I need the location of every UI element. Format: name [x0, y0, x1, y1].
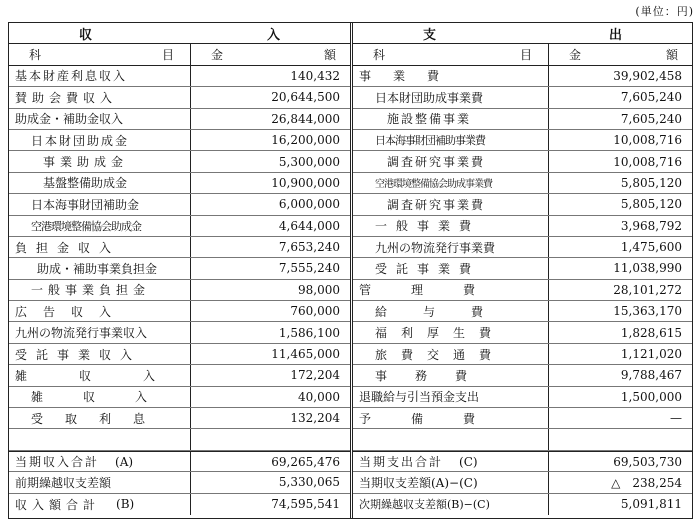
table-row: [353, 173, 692, 194]
table-row: [353, 151, 692, 172]
income-col-amount-a: 金: [211, 48, 224, 63]
row-amount: 11,465,000: [271, 347, 340, 362]
row-amount: 1,121,020: [620, 347, 682, 362]
row-amount: 26,844,000: [271, 111, 340, 126]
row-amount: 39,902,458: [613, 68, 682, 83]
table-row: [9, 87, 350, 108]
table-row: [9, 173, 350, 194]
row-label: 退職給与引当預金支出: [359, 390, 480, 405]
table-row: [9, 387, 350, 408]
row-amount: 132,204: [290, 411, 340, 426]
total-row: [9, 494, 350, 515]
row-label: 受取利息: [31, 411, 168, 426]
row-label: 受託事業収入: [15, 347, 142, 362]
row-amount: 140,432: [290, 68, 340, 83]
row-amount: 98,000: [298, 282, 340, 297]
table-row: [9, 130, 350, 151]
table-row: [9, 237, 350, 258]
table-row: [9, 66, 350, 87]
row-suffix: (A): [115, 454, 134, 469]
expense-col-item-a: 科: [373, 48, 386, 63]
row-amount: 40,000: [298, 389, 340, 404]
expense-section: [353, 23, 692, 518]
table-row: [353, 322, 692, 343]
row-label: 九州の物流発行事業費: [375, 240, 496, 255]
expense-col-amount-b: 額: [665, 48, 678, 63]
row-label: 空港環境整備協会助成金: [31, 219, 141, 233]
table-row: [9, 151, 350, 172]
row-label: 当期収入合計: [15, 455, 100, 469]
row-amount: —: [670, 411, 682, 426]
row-amount: 74,595,541: [271, 497, 340, 512]
row-label: 予備費: [359, 411, 516, 426]
row-label: 事務費: [375, 368, 496, 383]
row-amount: 69,265,476: [271, 454, 340, 469]
table-row: [9, 109, 350, 130]
row-amount: 4,644,000: [278, 218, 340, 233]
row-label: 事業助成金: [43, 155, 129, 170]
row-amount: 6,000,000: [278, 197, 340, 212]
total-row: [353, 451, 692, 472]
row-amount: 172,204: [290, 368, 340, 383]
row-label: 九州の物流発行事業収入: [15, 326, 148, 341]
budget-table: [8, 22, 693, 519]
table-row: [9, 301, 350, 322]
row-amount: 5,805,120: [620, 175, 682, 190]
row-label: 日本財団助成金: [31, 133, 130, 148]
row-amount: 7,653,240: [278, 240, 340, 255]
income-header-right: 入: [266, 27, 280, 43]
table-row: [353, 237, 692, 258]
income-column-header-row: [9, 44, 350, 65]
row-amount: 69,503,730: [613, 454, 682, 469]
row-label: 調査研究事業費: [387, 197, 486, 212]
row-label: 空港環境整備協会助成事業費: [375, 179, 492, 191]
row-label: 負担金収入: [15, 240, 121, 255]
table-row: [9, 280, 350, 301]
row-label: 次期繰越収支差額(B)−(C): [359, 498, 490, 512]
row-label: 施設整備事業: [387, 112, 472, 127]
income-col-item-a: 科: [29, 48, 42, 63]
expense-header-row: [353, 23, 692, 44]
row-amount: 5,091,811: [620, 497, 682, 512]
expense-col-amount-a: 金: [569, 48, 582, 63]
row-amount: 15,363,170: [613, 304, 682, 319]
row-amount: 16,200,000: [271, 133, 340, 148]
row-suffix: (B): [116, 497, 135, 512]
income-col-item-b: 目: [161, 48, 174, 63]
row-label: 調査研究事業費: [387, 155, 486, 170]
row-label: 基本財産利息収入: [15, 69, 128, 84]
row-amount: 11,038,990: [613, 261, 682, 276]
income-col-amount-b: 額: [323, 48, 336, 63]
row-suffix: (C): [459, 454, 478, 469]
expense-col-item-b: 目: [519, 48, 532, 63]
row-amount: 5,300,000: [278, 154, 340, 169]
table-row: [353, 387, 692, 408]
row-amount: 1,475,600: [620, 240, 682, 255]
row-label: 広告収入: [15, 304, 128, 319]
row-amount: 10,008,716: [613, 133, 682, 148]
row-label: 旅費交通費: [375, 347, 506, 362]
row-amount: 10,900,000: [271, 175, 340, 190]
expense-column-header-row: [353, 44, 692, 65]
row-amount: 760,000: [290, 304, 340, 319]
row-amount: 28,101,272: [613, 282, 682, 297]
row-label: 当期収支差額(A)−(C): [359, 475, 478, 490]
row-amount: △ 238,254: [611, 475, 682, 490]
row-label: 福利厚生費: [375, 326, 506, 341]
table-row: [9, 194, 350, 215]
row-label: 日本財団助成事業費: [375, 90, 484, 105]
row-label: 収入額合計: [15, 497, 101, 512]
table-row: [353, 109, 692, 130]
row-label: 賛助会費収入: [15, 90, 118, 105]
table-row: [9, 322, 350, 343]
expense-header-right: 出: [608, 27, 622, 43]
row-amount: 10,008,716: [613, 154, 682, 169]
table-row: [9, 429, 350, 450]
table-row: [353, 66, 692, 87]
row-label: 雑収入: [15, 368, 208, 383]
row-amount: 20,644,500: [271, 90, 340, 105]
table-row: [353, 408, 692, 429]
total-row: [9, 451, 350, 472]
row-amount: 5,805,120: [620, 197, 682, 212]
table-row: [353, 301, 692, 322]
table-row: [9, 216, 350, 237]
row-amount: 7,605,240: [620, 90, 682, 105]
table-row: [353, 87, 692, 108]
row-amount: 1,828,615: [620, 325, 682, 340]
row-label: 一般事業負担金: [31, 283, 151, 298]
row-label: 雑収入: [31, 390, 188, 405]
table-row: [353, 130, 692, 151]
row-label: 基盤整備助成金: [43, 176, 128, 191]
row-amount: 9,788,467: [620, 368, 682, 383]
expense-header-left: 支: [423, 27, 437, 43]
row-amount: 1,586,100: [278, 325, 340, 340]
table-row: [353, 194, 692, 215]
row-amount: 3,968,792: [620, 218, 682, 233]
income-header-left: 収: [79, 27, 93, 43]
income-section: [9, 23, 350, 518]
row-label: 助成・補助事業負担金: [37, 261, 158, 276]
row-label: 受託事業費: [375, 261, 481, 276]
row-label: 事業費: [359, 69, 462, 84]
total-row: [353, 472, 692, 493]
table-row: [353, 344, 692, 365]
row-amount: 5,330,065: [278, 475, 340, 490]
income-header-row: [9, 23, 350, 44]
row-label: 当期支出合計: [359, 455, 444, 469]
row-label: 管理費: [359, 283, 516, 298]
row-amount: 7,605,240: [620, 111, 682, 126]
row-amount: 1,500,000: [620, 389, 682, 404]
unit-label: (単位：円): [635, 5, 694, 18]
row-amount: 7,555,240: [278, 261, 340, 276]
table-row: [353, 429, 692, 450]
row-label: 助成金・補助金収入: [15, 112, 124, 127]
table-row: [9, 365, 350, 386]
table-row: [353, 365, 692, 386]
row-label: 日本海事財団補助金: [31, 197, 140, 212]
table-row: [9, 408, 350, 429]
table-row: [353, 258, 692, 279]
total-row: [9, 472, 350, 493]
table-row: [9, 344, 350, 365]
row-label: 前期繰越収支差額: [15, 475, 112, 490]
table-row: [353, 280, 692, 301]
table-row: [9, 258, 350, 279]
row-label: 給与費: [375, 304, 520, 319]
total-row: [353, 494, 692, 515]
row-label: 日本海事財団補助事業費: [375, 134, 485, 148]
table-row: [353, 216, 692, 237]
row-label: 一般事業費: [375, 219, 481, 234]
